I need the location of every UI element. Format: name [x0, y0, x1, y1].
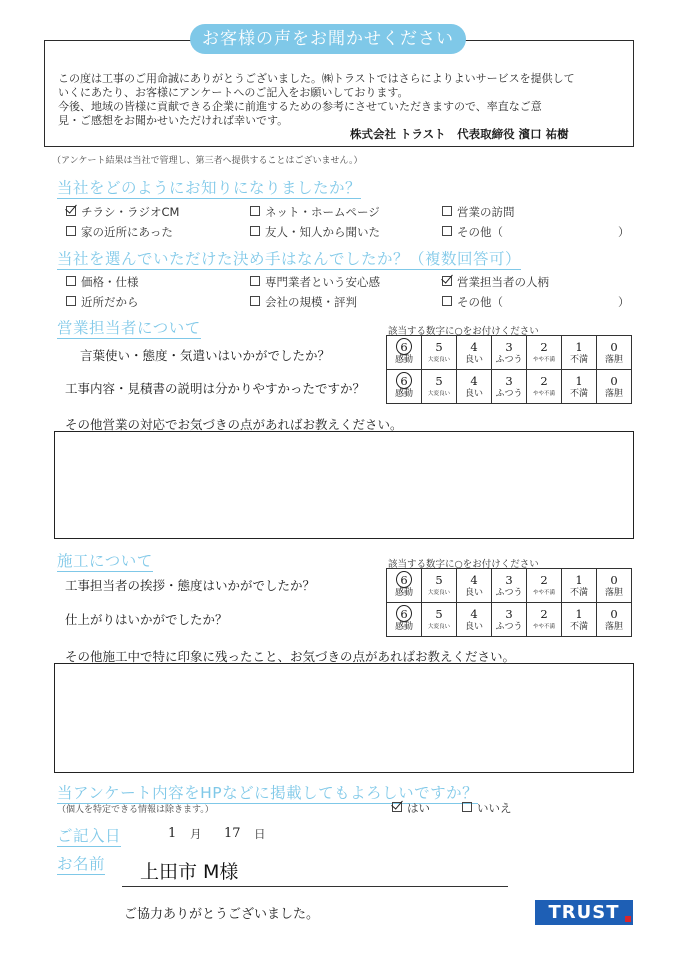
- intro-line-2: いくにあたり、お客様にアンケートへのご記入をお願いしております。: [58, 86, 409, 99]
- rating-label: 落胆: [604, 388, 623, 399]
- rating-number: 3: [505, 606, 513, 621]
- rating-cell-2[interactable]: [527, 370, 562, 404]
- construction-comment-prompt: その他施工中で特に印象に残ったこと、お気づきの点があればお教えください。: [65, 649, 516, 664]
- construction-rating-table: [386, 568, 632, 637]
- rating-row: [387, 569, 632, 603]
- rating-label: 大変良い: [427, 390, 450, 397]
- date-month-value[interactable]: 1: [168, 826, 177, 841]
- checkbox-checked-icon[interactable]: [392, 802, 402, 812]
- rating-label: やや不満: [532, 589, 555, 596]
- rating-number: 3: [505, 572, 513, 587]
- date-day-unit: 日: [254, 827, 266, 841]
- rating-label: 不満: [569, 388, 588, 399]
- rating-cell-4[interactable]: [457, 370, 492, 404]
- rating-label: 落胆: [604, 621, 623, 632]
- rating-number: 2: [540, 606, 548, 621]
- rating-label: 大変良い: [427, 589, 450, 596]
- rating-cell-4[interactable]: [457, 569, 492, 603]
- rating-label: 不満: [569, 587, 588, 598]
- rating-label: やや不満: [532, 356, 555, 363]
- rating-cell-4[interactable]: [457, 336, 492, 370]
- q1-title: 当社をどのようにお知りになりましたか？: [57, 176, 361, 199]
- rating-cell-3[interactable]: [492, 370, 527, 404]
- rating-label: 良い: [464, 621, 483, 632]
- checkbox-icon[interactable]: [66, 296, 76, 306]
- privacy-note: （アンケート結果は当社で管理し、第三者へ提供することはございません。）: [52, 156, 363, 166]
- checkbox-checked-icon[interactable]: [442, 276, 452, 286]
- construction-question-1: 工事担当者の挨拶・態度はいかがでしたか？: [65, 578, 316, 593]
- rating-number: 4: [470, 572, 478, 587]
- checkbox-icon[interactable]: [442, 296, 452, 306]
- rating-cell-5[interactable]: [422, 336, 457, 370]
- rating-number: 1: [575, 373, 583, 388]
- rating-row: [387, 603, 632, 637]
- rating-label: やや不満: [532, 623, 555, 630]
- rating-number: 4: [470, 339, 478, 354]
- rating-label: 感動: [394, 354, 413, 365]
- rating-number: 6: [400, 606, 408, 621]
- rating-label: ふつう: [495, 354, 523, 365]
- rating-cell-3[interactable]: [492, 603, 527, 637]
- rating-cell-6[interactable]: [387, 336, 422, 370]
- rating-cell-2[interactable]: [527, 569, 562, 603]
- rating-cell-0[interactable]: [597, 603, 632, 637]
- rating-cell-1[interactable]: [562, 336, 597, 370]
- date-month-unit: 月: [190, 827, 202, 841]
- selected-circle-mark: [396, 338, 412, 355]
- rating-number: 0: [610, 606, 618, 621]
- rating-cell-1[interactable]: [562, 370, 597, 404]
- q2-option-sales-person[interactable]: 営業担当者の人柄: [442, 274, 549, 290]
- rating-label: 感動: [394, 587, 413, 598]
- rating-label: ふつう: [495, 587, 523, 598]
- rating-number: 0: [610, 373, 618, 388]
- q1-option-web[interactable]: ネット・ホームページ: [250, 204, 380, 220]
- logo-red-square: [625, 916, 631, 922]
- intro-line-4: 見・ご感想をお聞かせいただければ幸いです。: [58, 114, 289, 127]
- rating-cell-5[interactable]: [422, 370, 457, 404]
- q1-option-other[interactable]: その他（ ）: [442, 224, 630, 240]
- q2-option-nearby[interactable]: 近所だから: [66, 294, 139, 310]
- rating-number: 2: [540, 572, 548, 587]
- rating-hint: 該当する数字に○をお付けください: [388, 326, 539, 337]
- rating-label: 良い: [464, 354, 483, 365]
- rating-label: 不満: [569, 354, 588, 365]
- rating-cell-3[interactable]: [492, 336, 527, 370]
- rating-number: 6: [400, 373, 408, 388]
- q1-option-flyer[interactable]: チラシ・ラジオCM: [66, 204, 179, 220]
- checkbox-icon[interactable]: [250, 226, 260, 236]
- rating-number: 5: [435, 339, 443, 354]
- publish-title: 当アンケート内容をHPなどに掲載してもよろしいですか？: [57, 781, 478, 804]
- rating-label: 落胆: [604, 587, 623, 598]
- date-label: ご記入日: [57, 824, 121, 847]
- survey-title: お客様の声をお聞かせください: [190, 24, 466, 54]
- rating-number: 2: [540, 339, 548, 354]
- rating-label: 感動: [394, 388, 413, 399]
- sales-comment-box[interactable]: [54, 431, 634, 539]
- rating-number: 1: [575, 606, 583, 621]
- rating-cell-3[interactable]: [492, 569, 527, 603]
- rating-cell-0[interactable]: [597, 370, 632, 404]
- rating-label: ふつう: [495, 388, 523, 399]
- q2-option-specialist[interactable]: 専門業者という安心感: [250, 274, 380, 290]
- intro-line-3: 今後、地域の皆様に貢献できる企業に前進するための参考にさせていただきますので、率直なご意: [58, 100, 542, 113]
- rating-number: 6: [400, 339, 408, 354]
- construction-title: 施工について: [57, 549, 153, 572]
- rating-label: 不満: [569, 621, 588, 632]
- intro-line-1: この度は工事のご用命誠にありがとうございました。㈱トラストではさらによりよいサービスを提供して: [58, 72, 575, 85]
- rating-label: やや不満: [532, 390, 555, 397]
- selected-circle-mark: [396, 372, 412, 389]
- rating-cell-0[interactable]: [597, 336, 632, 370]
- rating-label: 大変良い: [427, 356, 450, 363]
- checkbox-icon[interactable]: [250, 276, 260, 286]
- date-day-value[interactable]: 17: [224, 826, 241, 841]
- checkbox-icon[interactable]: [66, 226, 76, 236]
- selected-circle-mark: [396, 571, 412, 588]
- sales-comment-prompt: その他営業の対応でお気づきの点があればお教えください。: [65, 417, 403, 432]
- rating-cell-6[interactable]: [387, 569, 422, 603]
- thanks-message: ご協力ありがとうございました。: [124, 907, 320, 922]
- rating-number: 0: [610, 572, 618, 587]
- rating-cell-1[interactable]: [562, 569, 597, 603]
- checkbox-icon[interactable]: [442, 226, 452, 236]
- sales-question-2: 工事内容・見積書の説明は分かりやすかったですか？: [65, 381, 366, 396]
- rating-label: 落胆: [604, 354, 623, 365]
- rating-number: 1: [575, 572, 583, 587]
- company-signature: 株式会社 トラスト 代表取締役 濱口 祐樹: [350, 127, 569, 141]
- checkbox-icon[interactable]: [66, 276, 76, 286]
- rating-label: 感動: [394, 621, 413, 632]
- rating-label: 良い: [464, 587, 483, 598]
- rating-number: 5: [435, 373, 443, 388]
- checkbox-checked-icon[interactable]: [66, 206, 76, 216]
- rating-number: 2: [540, 373, 548, 388]
- rating-row: [387, 370, 632, 404]
- checkbox-icon[interactable]: [442, 206, 452, 216]
- q2-option-price[interactable]: 価格・仕様: [66, 274, 139, 290]
- rating-number: 6: [400, 572, 408, 587]
- sales-question-1: 言葉使い・態度・気遣いはいかがでしたか？: [80, 348, 331, 363]
- checkbox-icon[interactable]: [250, 296, 260, 306]
- rating-hint: 該当する数字に○をお付けください: [388, 559, 539, 570]
- rating-cell-0[interactable]: [597, 569, 632, 603]
- sales-rating-table: [386, 335, 632, 404]
- rating-row: [387, 336, 632, 370]
- selected-circle-mark: [396, 605, 412, 622]
- rating-cell-2[interactable]: [527, 336, 562, 370]
- rating-cell-2[interactable]: [527, 603, 562, 637]
- rating-cell-1[interactable]: [562, 603, 597, 637]
- trust-logo: TRUST: [535, 900, 633, 925]
- q1-option-nearby[interactable]: 家の近所にあった: [66, 224, 173, 240]
- checkbox-icon[interactable]: [250, 206, 260, 216]
- publish-yes-option[interactable]: はい: [392, 800, 430, 816]
- construction-comment-box[interactable]: [54, 663, 634, 773]
- rating-cell-4[interactable]: [457, 603, 492, 637]
- q2-option-reputation[interactable]: 会社の規模・評判: [250, 294, 357, 310]
- construction-question-2: 仕上がりはいかがでしたか？: [65, 612, 228, 627]
- q2-title: 当社を選んでいただけた決め手はなんでしたか？（複数回答可）: [57, 247, 521, 270]
- rating-cell-6[interactable]: [387, 603, 422, 637]
- rating-label: ふつう: [495, 621, 523, 632]
- rating-number: 3: [505, 373, 513, 388]
- rating-cell-6[interactable]: [387, 370, 422, 404]
- rating-number: 4: [470, 373, 478, 388]
- rating-number: 0: [610, 339, 618, 354]
- rating-label: 大変良い: [427, 623, 450, 630]
- rating-number: 3: [505, 339, 513, 354]
- checkbox-icon[interactable]: [462, 802, 472, 812]
- name-value[interactable]: 上田市 M様: [140, 861, 239, 883]
- name-label: お名前: [57, 852, 105, 875]
- publish-no-option[interactable]: いいえ: [462, 800, 512, 816]
- name-underline: [122, 886, 508, 887]
- rating-label: 良い: [464, 388, 483, 399]
- sales-title: 営業担当者について: [57, 316, 201, 339]
- q2-option-other[interactable]: その他（ ）: [442, 294, 630, 310]
- rating-number: 1: [575, 339, 583, 354]
- rating-number: 5: [435, 606, 443, 621]
- rating-cell-5[interactable]: [422, 603, 457, 637]
- q1-option-visit[interactable]: 営業の訪問: [442, 204, 515, 220]
- rating-cell-5[interactable]: [422, 569, 457, 603]
- rating-number: 4: [470, 606, 478, 621]
- rating-number: 5: [435, 572, 443, 587]
- q1-option-friend[interactable]: 友人・知人から聞いた: [250, 224, 380, 240]
- publish-note: （個人を特定できる情報は除きます。）: [57, 805, 214, 815]
